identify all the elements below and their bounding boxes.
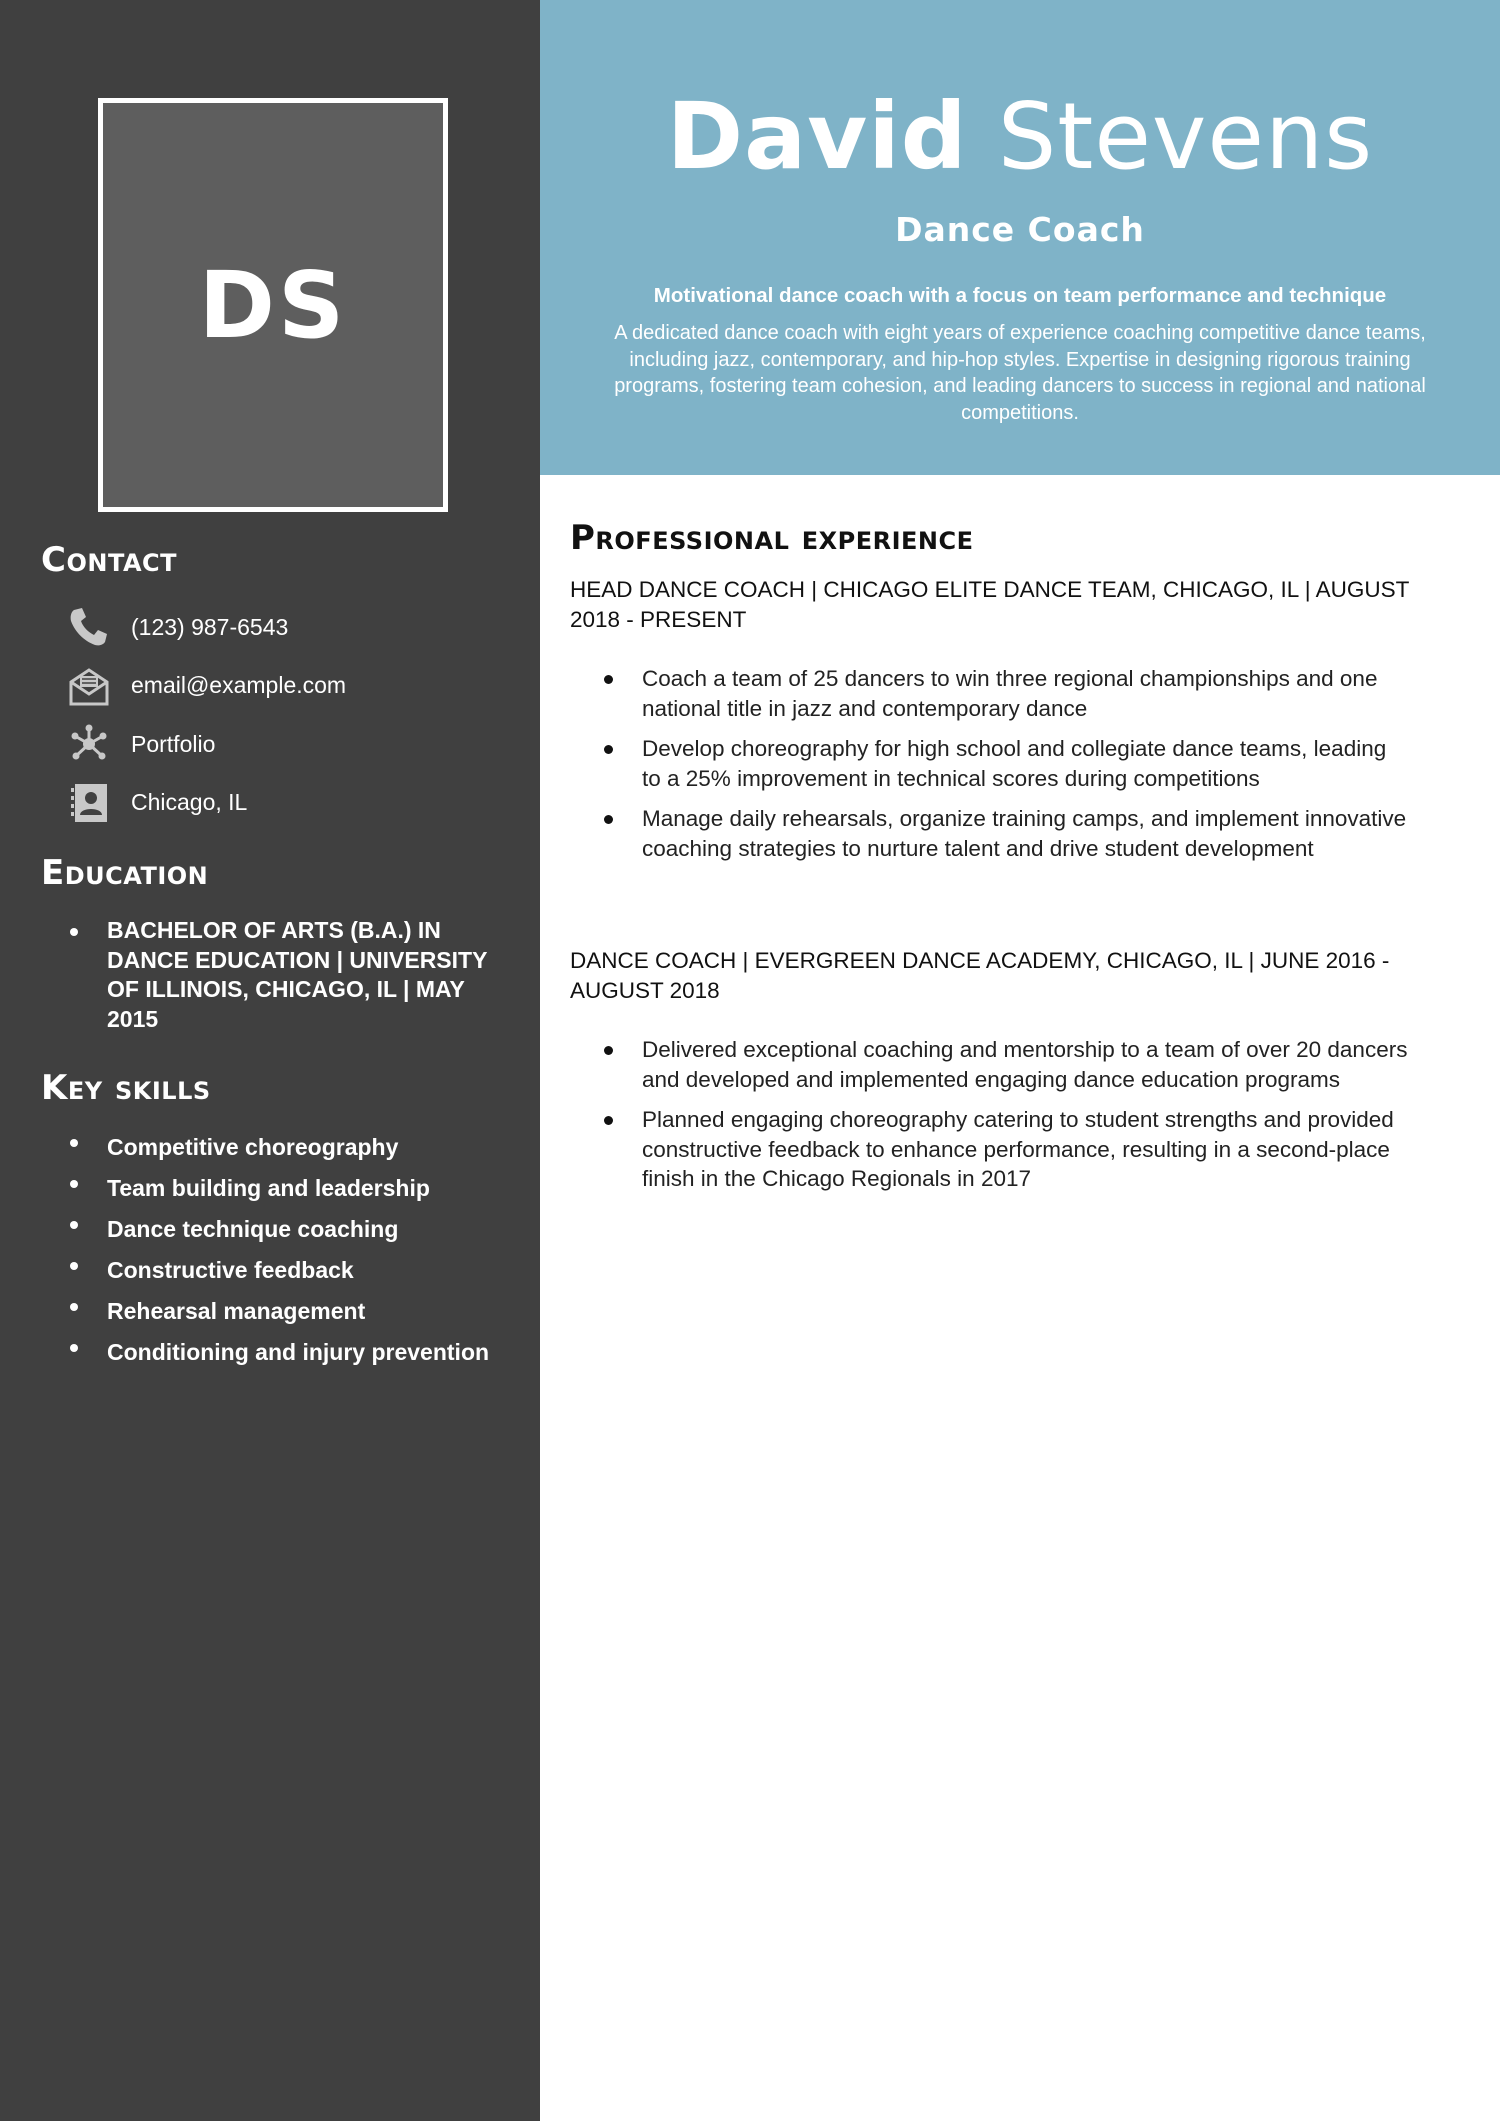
skill-item: Constructive feedback — [66, 1250, 516, 1291]
job-bullet: Coach a team of 25 dancers to win three regional championships and one national title in jazz and contemporary dance — [602, 664, 1410, 723]
contact-phone — [66, 598, 526, 657]
contact-email — [66, 657, 526, 716]
network-icon — [66, 721, 112, 767]
job-bullets — [602, 664, 1410, 874]
education-item: BACHELOR OF ARTS (B.A.) IN DANCE EDUCATION | UNIVERSITY OF ILLINOIS, CHICAGO, IL | MAY 2015 — [66, 916, 516, 1034]
contact-portfolio-text[interactable]: Portfolio — [131, 730, 216, 757]
skill-item: Team building and leadership — [66, 1168, 516, 1209]
experience-heading: Professional experience — [570, 518, 974, 558]
candidate-name — [540, 82, 1500, 192]
contact-phone-text[interactable]: (123) 987-6543 — [131, 613, 289, 640]
last-name: Stevens — [997, 83, 1374, 190]
monogram-box — [98, 98, 448, 512]
job-title: DANCE COACH | EVERGREEN DANCE ACADEMY, CHICAGO, IL | JUNE 2016 - AUGUST 2018 — [570, 948, 1390, 1003]
skills-heading: Key skills — [41, 1068, 211, 1108]
job-role: Dance Coach — [895, 210, 1145, 249]
contact-card-icon — [66, 780, 112, 826]
phone-icon — [66, 604, 112, 650]
job-bullet: Manage daily rehearsals, organize training camps, and implement innovative coaching strategies to nurture talent and drive student development — [602, 804, 1410, 863]
contact-portfolio — [66, 715, 526, 774]
skill-item: Competitive choreography — [66, 1127, 516, 1168]
skills-list — [66, 1127, 516, 1373]
skill-item: Dance technique coaching — [66, 1209, 516, 1250]
skill-item: Rehearsal management — [66, 1291, 516, 1332]
first-name: David — [666, 83, 968, 190]
sidebar — [0, 0, 540, 2121]
contact-heading: Contact — [41, 540, 178, 580]
education-list — [66, 916, 516, 1034]
job-bullet: Develop choreography for high school and collegiate dance teams, leading to a 25% improvement in technical scores during competitions — [602, 734, 1410, 793]
job-bullet: Delivered exceptional coaching and mentorship to a team of over 20 dancers and developed and implemented engaging dance education programs — [602, 1035, 1410, 1094]
tagline: Motivational dance coach with a focus on team performance and technique — [653, 284, 1387, 307]
contact-email-text[interactable]: email@example.com — [131, 672, 347, 699]
summary: A dedicated dance coach with eight years of experience coaching competitive dance teams, including jazz, contemporary, and hip-hop styles. Expertise in designing rigorous training programs, fostering team cohesion, and leading dancers to success in regional and national competitions. — [614, 322, 1426, 424]
job-bullet: Planned engaging choreography catering to student strengths and provided constructive feedback to enhance performance, resulting in a second-place finish in the Chicago Regionals in 2017 — [602, 1105, 1410, 1194]
job-title: HEAD DANCE COACH | CHICAGO ELITE DANCE TEAM, CHICAGO, IL | AUGUST 2018 - PRESENT — [570, 577, 1409, 632]
envelope-icon — [66, 663, 112, 709]
education-heading: Education — [41, 853, 209, 893]
job-bullets — [602, 1035, 1410, 1205]
contact-location-text: Chicago, IL — [131, 789, 248, 816]
skill-item: Conditioning and injury prevention — [66, 1332, 516, 1373]
contact-location — [66, 774, 526, 833]
header-banner — [540, 0, 1500, 475]
monogram-initials: DS — [198, 251, 348, 359]
contact-list — [66, 598, 526, 832]
